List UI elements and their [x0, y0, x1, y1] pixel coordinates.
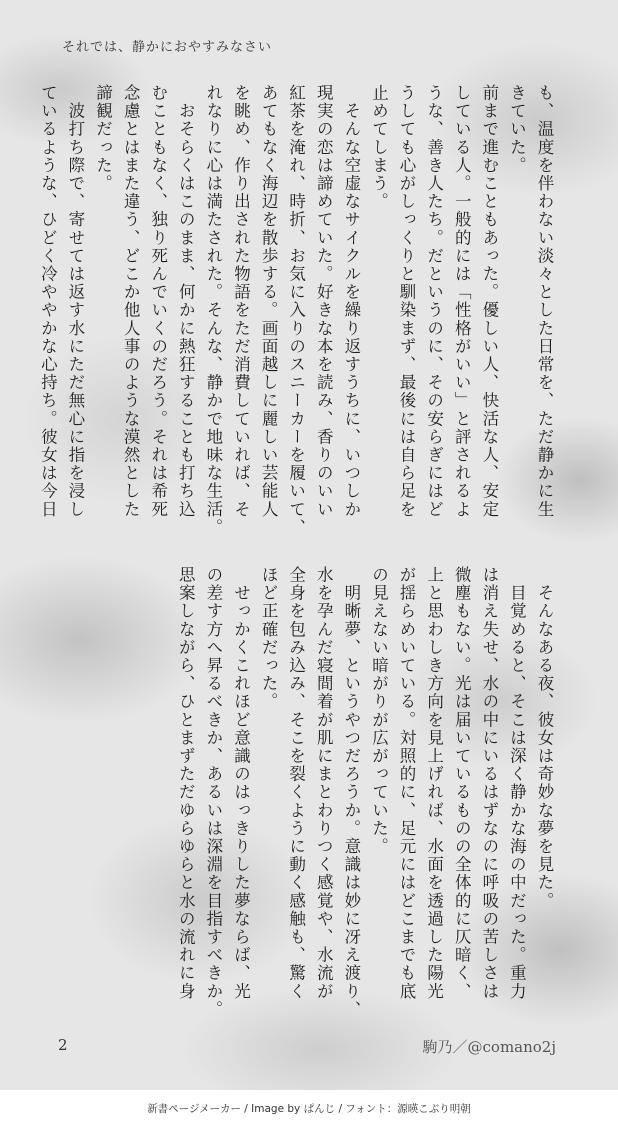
page-number: 2	[58, 1036, 68, 1054]
text-line: を眺め、作り出された物語をただ消費していれば、そ	[231, 84, 251, 519]
text-line: 上と思わしき方向を見上げれば、水面を透過した陽光	[424, 566, 444, 1001]
text-line: そんな空虚なサイクルを繰り返すうちに、いつしか	[341, 84, 361, 519]
text-line: せっかくこれほど意識のはっきりした夢ならば、光	[231, 566, 251, 1001]
credit-line: 新書ページメーカー / Image by ぱんじ / フォント：源暎こぶり明朝	[147, 1103, 471, 1115]
lower-text-block	[60, 566, 558, 1019]
text-line: の差す方へ昇るべきか、あるいは深淵を目指すべきか。	[203, 566, 223, 1019]
text-line: は消え失せ、水の中にいるはずなのに呼吸の苦しさは	[479, 566, 499, 1001]
text-line: うしても心がしっくりと馴染まず、最後には自ら足を	[397, 84, 417, 519]
text-line: おそらくはこのまま、何かに熱狂することも打ち込	[176, 84, 196, 519]
text-line: ているような、ひどく冷ややかな心持ち。彼女は今日	[38, 84, 58, 519]
text-line: 微塵もない。光は届いているものの全体的に仄暗く、	[452, 566, 472, 1001]
text-line: そんなある夜、彼女は奇妙な夢を見た。	[535, 566, 554, 910]
text-line: ほど正確だった。	[259, 566, 279, 711]
text-line: うな、善き人たち。だというのに、その安らぎにはど	[424, 84, 444, 519]
author-handle: 駒乃／@comano2j	[422, 1038, 556, 1056]
text-line: 波打ち際で、寄せては返す水にただ無心に指を浸し	[65, 84, 85, 519]
text-line: 現実の恋は諦めていた。好きな本を読み、香りのいい	[314, 84, 334, 519]
text-line: 諦観だった。	[93, 84, 113, 193]
text-line: も、温度を伴わない淡々とした日常を、ただ静かに生	[535, 84, 554, 519]
text-line: 念慮とはまた違う、どこか他人事のような漠然とした	[121, 84, 141, 519]
text-line: している人。一般的には「性格がいい」と評されるよ	[452, 84, 472, 519]
text-line: 思案しながら、ひとまずただゆらゆらと水の流れに身	[176, 566, 196, 1001]
running-head: それでは、静かにおやすみなさい	[62, 40, 273, 55]
upper-text-block	[38, 84, 558, 537]
text-line: 紅茶を淹れ、時折、お気に入りのスニーカーを履いて、	[286, 84, 306, 537]
text-line: むこともなく、独り死んでいくのだろう。それは希死	[148, 84, 168, 519]
text-line: 目覚めると、そこは深く静かな海の中だった。重力	[507, 566, 527, 1001]
text-line: の見えない暗がりが広がっていた。	[369, 566, 389, 856]
text-line: 止めてしまう。	[369, 84, 389, 211]
text-line: が揺らめいている。対照的に、足元にはどこまでも底	[397, 566, 417, 1001]
text-line: 前まで進むこともあった。優しい人、快活な人、安定	[479, 84, 499, 519]
text-line: れなりに心は満たされた。そんな、静かで地味な生活。	[203, 84, 223, 537]
text-line: 明晰夢、というやつだろうか。意識は妙に冴え渡り、	[341, 566, 361, 1019]
text-line: 水を孕んだ寝間着が肌にまとわりつく感覚や、水流が	[314, 566, 334, 1001]
text-line: きていた。	[507, 84, 527, 175]
text-line: 全身を包み込み、そこを裂くように動く感触も、驚く	[286, 566, 306, 1001]
text-line: あてもなく海辺を散歩する。画面越しに麗しい芸能人	[259, 84, 279, 519]
